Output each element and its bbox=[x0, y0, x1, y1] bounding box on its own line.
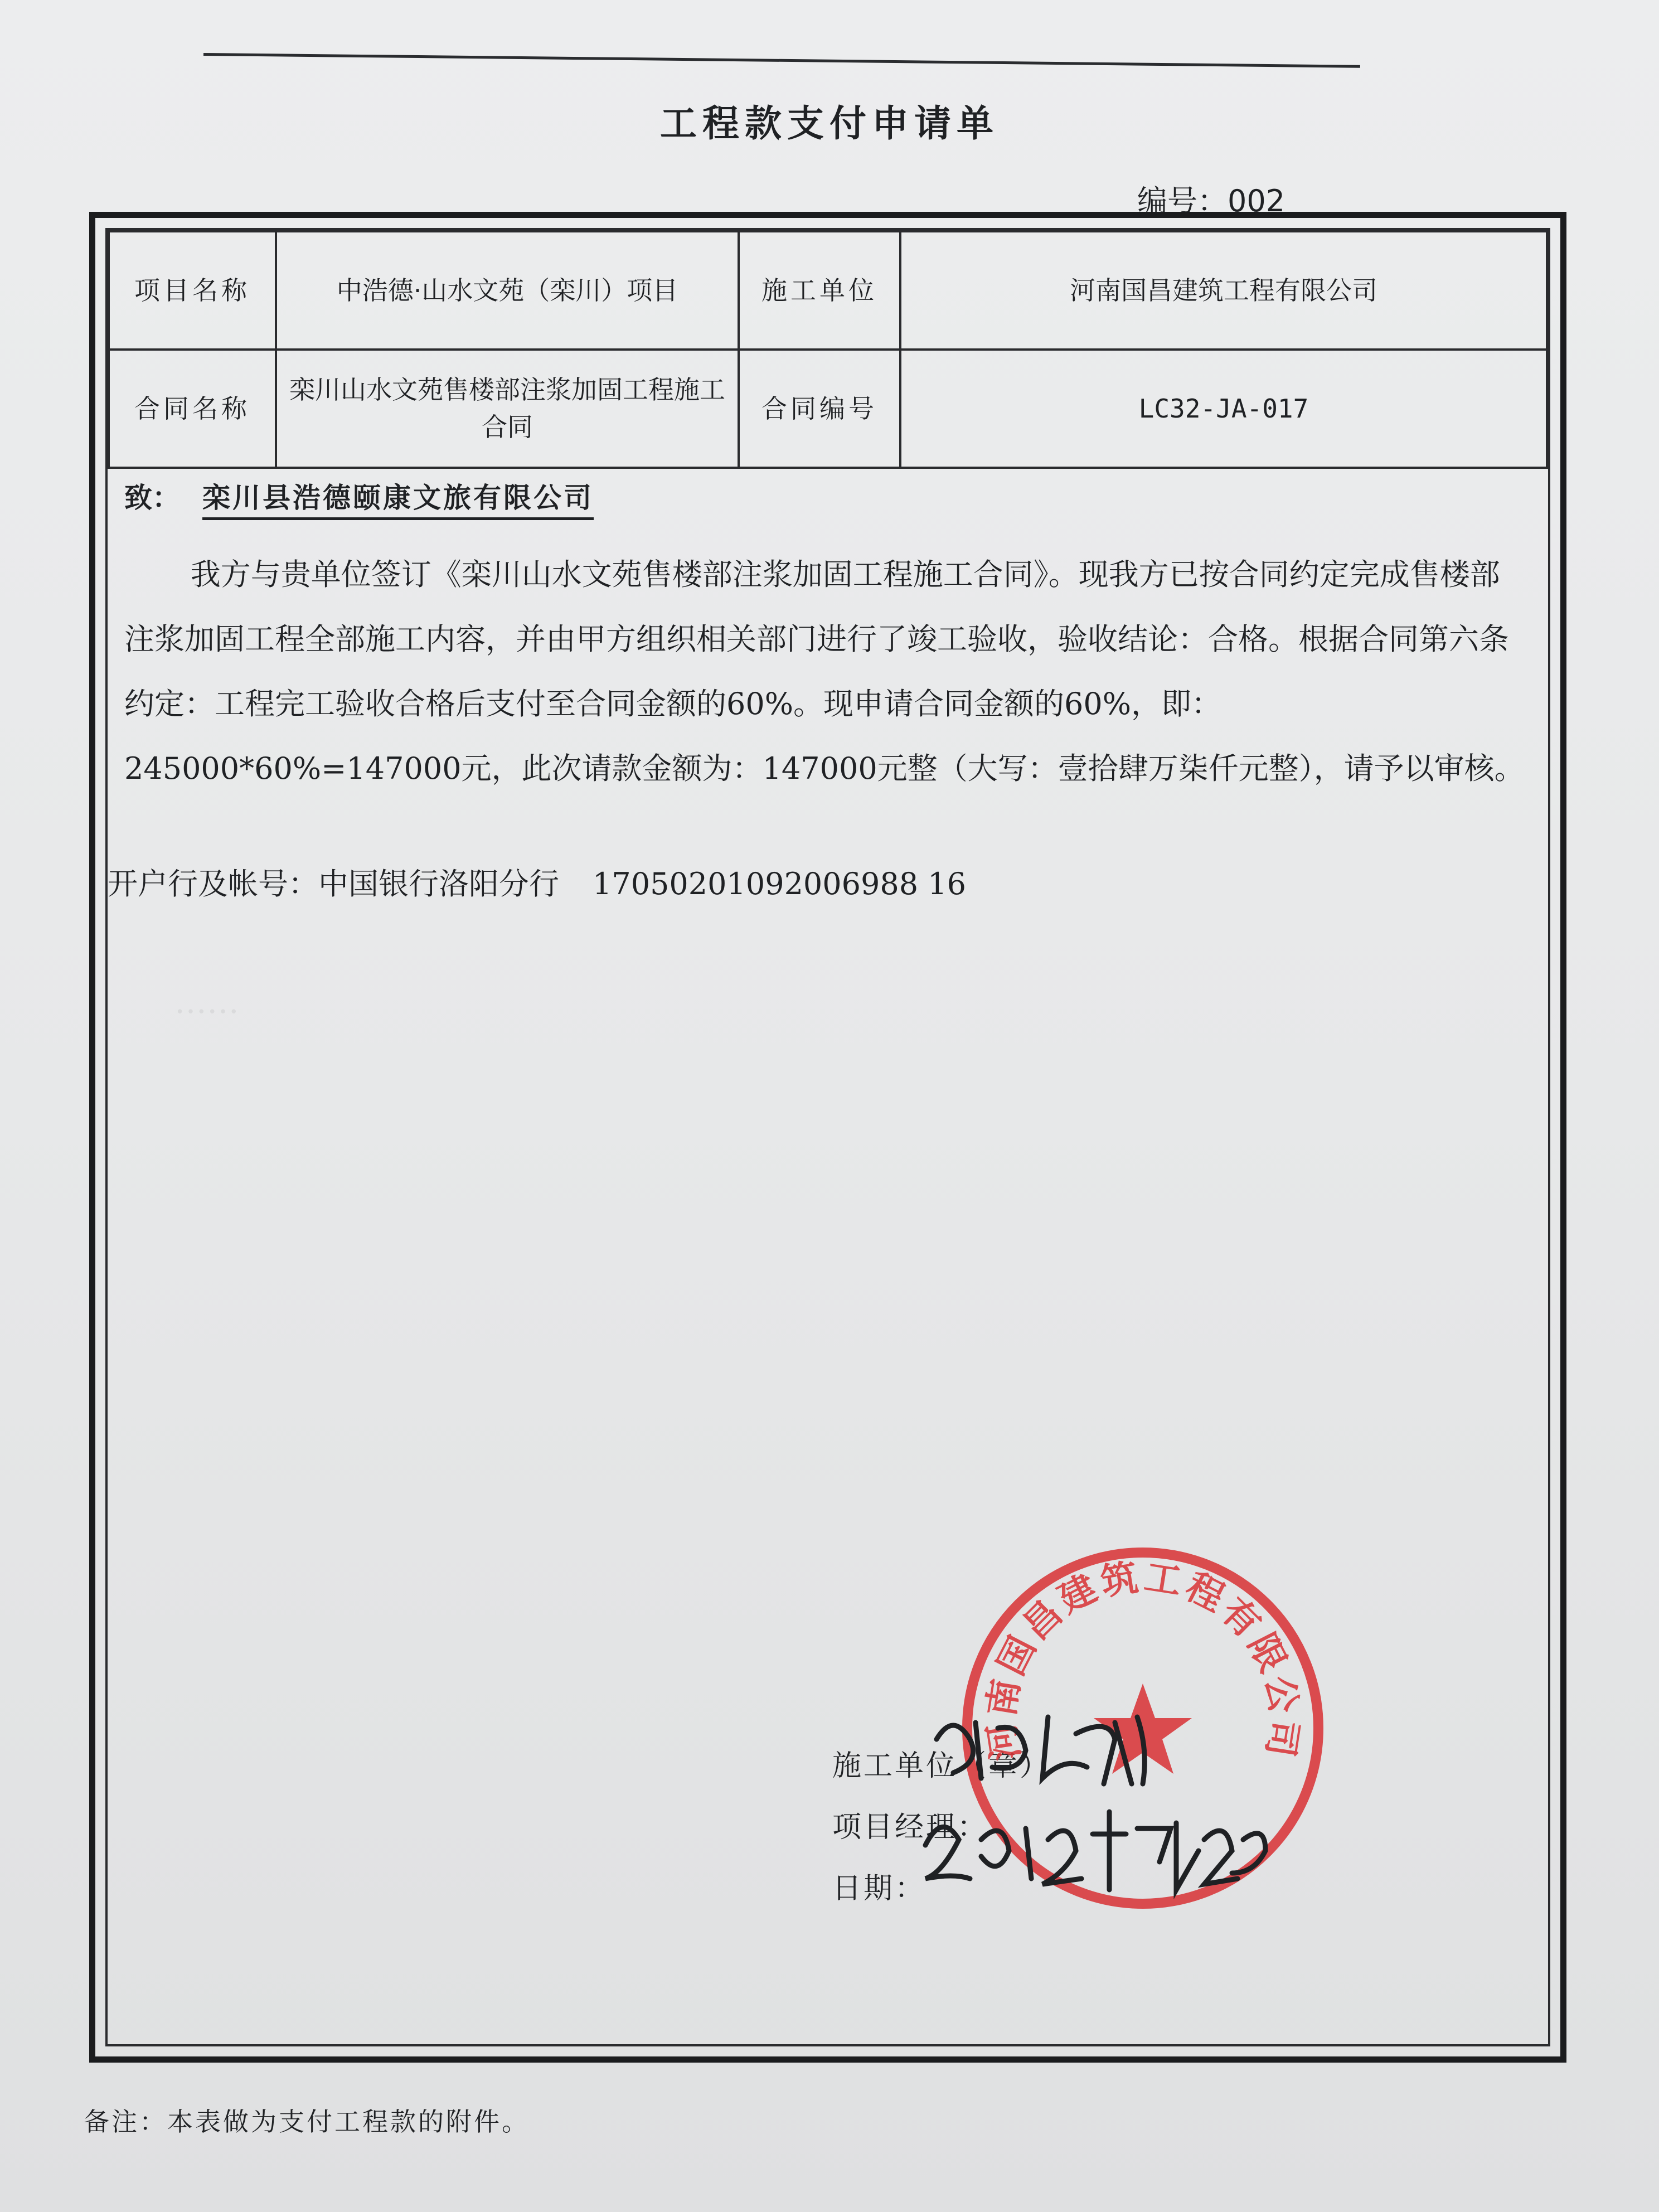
contractor-label: 施工单位 bbox=[739, 231, 900, 350]
project-name-value: 中浩德·山水文苑（栾川）项目 bbox=[276, 231, 739, 350]
request-body-text: 我方与贵单位签订《栾川山水文苑售楼部注浆加固工程施工合同》。现我方已按合同约定完成售楼部注浆加固工程全部施工内容，并由甲方组织相关部门进行了竣工验收，验收结论：合格。根据合同第六条约定：工程完工验收合格后支付至合同金额的60%。现申请合同金额的60%，即：245000*60%=147000元，此次请款金额为：147000元整（大写：壹拾肆万柒仟元整），请予以审核。 bbox=[124, 557, 1525, 786]
form-inner-frame bbox=[105, 228, 1550, 2046]
date-label: 日期： bbox=[832, 1872, 926, 1905]
bleed-through-text: …… bbox=[174, 983, 239, 1021]
contract-name-label: 合同名称 bbox=[109, 350, 276, 468]
table-row bbox=[109, 350, 1547, 468]
contract-number-value: LC32-JA-017 bbox=[900, 350, 1547, 468]
handwritten-signature bbox=[914, 1700, 1304, 1912]
project-manager-label: 项目经理： bbox=[832, 1811, 989, 1844]
form-frame bbox=[89, 212, 1566, 2063]
bank-label: 开户行及帐号：中国银行洛阳分行 bbox=[108, 866, 559, 901]
seal-text: 河南国昌建筑工程有限公司 bbox=[978, 1554, 1307, 1763]
footnote: 备注：本表做为支付工程款的附件。 bbox=[84, 2107, 530, 2137]
contractor-seal-label: 施工单位（章） bbox=[832, 1749, 1051, 1783]
addressee-name: 栾川县浩德颐康文旅有限公司 bbox=[202, 481, 594, 520]
bank-account-number: 17050201092006988 16 bbox=[593, 866, 966, 901]
number-value: 002 bbox=[1228, 183, 1286, 219]
table-row bbox=[109, 231, 1547, 350]
addressee-line bbox=[124, 476, 594, 516]
contract-number-label: 合同编号 bbox=[739, 350, 900, 468]
project-name-label: 项目名称 bbox=[109, 231, 276, 350]
contract-name-value: 栾川山水文苑售楼部注浆加固工程施工合同 bbox=[276, 350, 739, 468]
document-title: 工程款支付申请单 bbox=[660, 101, 999, 145]
contractor-value: 河南国昌建筑工程有限公司 bbox=[900, 231, 1547, 350]
addressee-label: 致： bbox=[124, 481, 180, 514]
info-table bbox=[108, 230, 1548, 469]
bank-account-line bbox=[108, 860, 966, 903]
number-label: 编号： bbox=[1137, 183, 1228, 219]
